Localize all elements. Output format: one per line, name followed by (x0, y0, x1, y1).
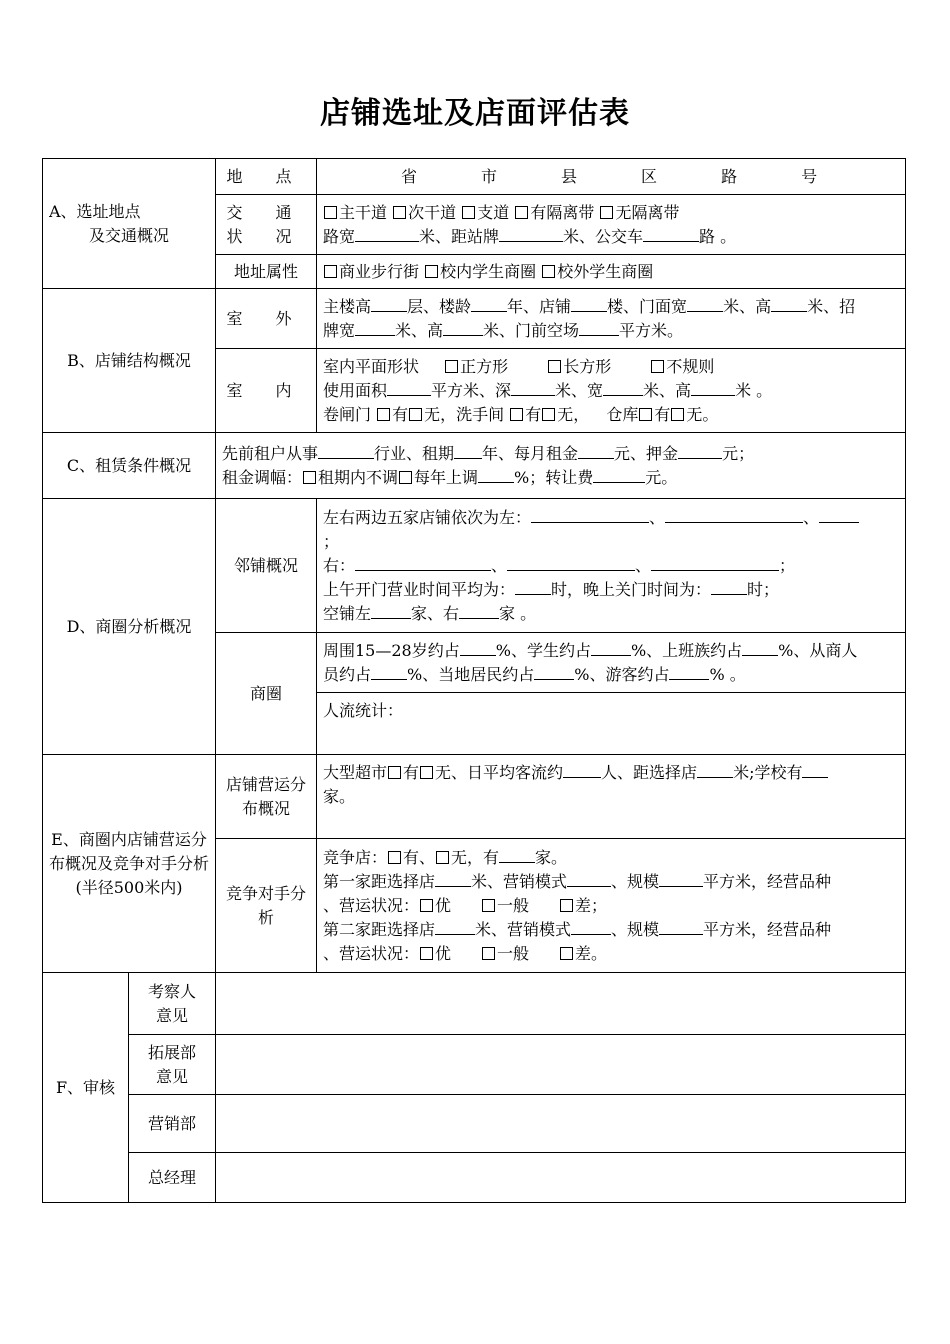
with-divider-checkbox[interactable] (515, 206, 528, 219)
distribution-content[interactable]: 大型超市 有 无、日平均客流约 人、距选择店 米;学校有 家。 (317, 755, 906, 839)
second-good-checkbox[interactable] (420, 947, 433, 960)
first-normal-checkbox[interactable] (482, 899, 495, 912)
gm-label: 总经理 (129, 1153, 216, 1203)
branch-road-checkbox[interactable] (462, 206, 475, 219)
campus-inner-checkbox[interactable] (425, 265, 438, 278)
neighbor-label: 邻铺概况 (216, 499, 317, 633)
competitor-yes-checkbox[interactable] (388, 851, 401, 864)
expansion-opinion-field[interactable] (216, 1035, 906, 1095)
storage-no-checkbox[interactable] (671, 408, 684, 421)
neighbor-content[interactable]: 左右两边五家店铺依次为左： 、 、 ； 右： 、 、 ； 上午开门营业时间平均为： 时，晚上关门时间为： 时； 空铺左 家、右 家 。 (317, 499, 906, 633)
supermarket-no-checkbox[interactable] (420, 766, 433, 779)
gm-opinion-field[interactable] (216, 1153, 906, 1203)
irregular-shape-checkbox[interactable] (651, 360, 664, 373)
first-good-checkbox[interactable] (420, 899, 433, 912)
outdoor-content[interactable]: 主楼高 层、楼龄 年、店铺 楼、门面宽 米、高 米、招 牌宽 米、高 米、门前空场 平方米。 (317, 289, 906, 349)
distribution-label: 店铺营运分布概况 (216, 755, 317, 839)
marketing-label: 营销部 (129, 1095, 216, 1153)
lease-content[interactable]: 先前租户从事 行业、租期 年、每月租金 元、押金 元； 租金调幅： 租期内不调 每年上调 %；转让费 元。 (216, 433, 906, 499)
circle-content[interactable]: 周围15—28岁约占 %、学生约占 %、上班族约占 %、从商人 员约占 %、当地居民约占 %、游客约占 % 。 (317, 633, 906, 693)
campus-outer-checkbox[interactable] (542, 265, 555, 278)
attribute-label: 地址属性 (216, 255, 317, 289)
main-road-checkbox[interactable] (324, 206, 337, 219)
section-a-label: A、选址地点 及交通概况 (43, 159, 216, 289)
traffic-content[interactable]: 主干道 次干道 支道 有隔离带 无隔离带 路宽 米、距站牌 米、公交车 路 。 (317, 195, 906, 255)
traffic-flow-field[interactable]: 人流统计： (317, 693, 906, 755)
secondary-road-checkbox[interactable] (393, 206, 406, 219)
section-b-label: B、店铺结构概况 (43, 289, 216, 433)
competitor-label: 竞争对手分析 (216, 839, 317, 973)
evaluation-form (42, 158, 906, 1203)
square-shape-checkbox[interactable] (445, 360, 458, 373)
indoor-content[interactable]: 室内平面形状 正方形 长方形 不规则 使用面积 平方米、深 米、宽 米、高 米 。 卷闸门 有 无，洗手间 有 无， 仓库 有 无。 (317, 349, 906, 433)
storage-yes-checkbox[interactable] (639, 408, 652, 421)
inspector-opinion-label: 考察人 意见 (129, 973, 216, 1035)
second-bad-checkbox[interactable] (560, 947, 573, 960)
section-c-label: C、租赁条件概况 (43, 433, 216, 499)
second-normal-checkbox[interactable] (482, 947, 495, 960)
shutter-no-checkbox[interactable] (409, 408, 422, 421)
location-content[interactable]: 省 市 县 区 路 号 (317, 159, 906, 195)
washroom-no-checkbox[interactable] (542, 408, 555, 421)
traffic-label: 交 通 状 况 (216, 195, 317, 255)
pedestrian-street-checkbox[interactable] (324, 265, 337, 278)
form-title: 店铺选址及店面评估表 (320, 96, 630, 131)
first-bad-checkbox[interactable] (560, 899, 573, 912)
rent-annual-increase-checkbox[interactable] (399, 471, 412, 484)
no-divider-checkbox[interactable] (600, 206, 613, 219)
outdoor-label: 室 外 (216, 289, 317, 349)
rectangle-shape-checkbox[interactable] (548, 360, 561, 373)
competitor-content[interactable]: 竞争店： 有、 无，有 家。 第一家距选择店 米、营销模式 、规模 平方米，经营品种 、营运状况： 优 一般 差； 第二家距选择店 米、营销模式 、规模 平方米，经营品种 、营运状况： 优 一般 差。 (317, 839, 906, 973)
section-f-label: F、审核 (43, 973, 129, 1203)
marketing-opinion-field[interactable] (216, 1095, 906, 1153)
section-d-label: D、商圈分析概况 (43, 499, 216, 755)
indoor-label: 室 内 (216, 349, 317, 433)
inspector-opinion-field[interactable] (216, 973, 906, 1035)
section-e-label: E、商圈内店铺营运分布概况及竞争对手分析(半径500米内) (43, 755, 216, 973)
location-label: 地 点 (216, 159, 317, 195)
shutter-yes-checkbox[interactable] (377, 408, 390, 421)
washroom-yes-checkbox[interactable] (510, 408, 523, 421)
competitor-no-checkbox[interactable] (436, 851, 449, 864)
expansion-opinion-label: 拓展部 意见 (129, 1035, 216, 1095)
rent-fixed-checkbox[interactable] (303, 471, 316, 484)
circle-label: 商圈 (216, 633, 317, 755)
supermarket-yes-checkbox[interactable] (388, 766, 401, 779)
attribute-content[interactable]: 商业步行街 校内学生商圈 校外学生商圈 (317, 255, 906, 289)
